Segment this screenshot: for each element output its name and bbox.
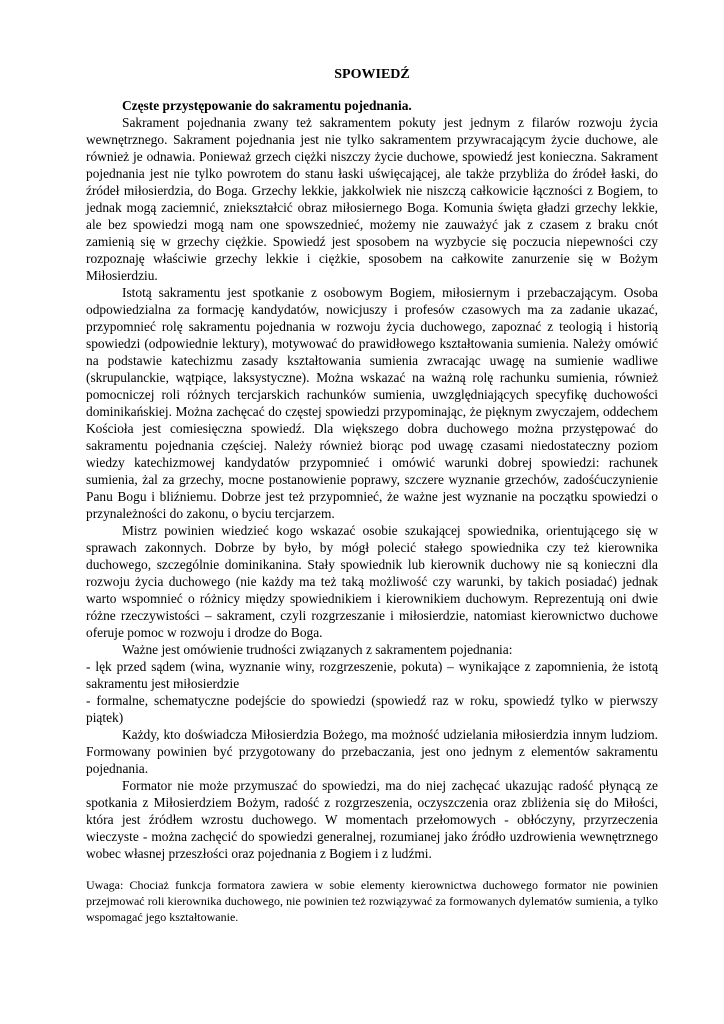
list-item-formal-approach: - formalne, schematyczne podejście do spowiedzi (spowiedź raz w roku, spowiedź tylko w pierwszy piątek) <box>86 693 658 725</box>
list-item-fear: - lęk przed sądem (wina, wyznanie winy, rozgrzeszenie, pokuta) – wynikające z zapomnienia, że istotą sakramentu jest miłosierdzie <box>86 659 658 691</box>
page-title: SPOWIEDŹ <box>334 67 410 82</box>
paragraph-mercy: Każdy, kto doświadcza Miłosierdzia Bożego, ma możność udzielania miłosierdzia innym ludziom. Formowany powinien być przygotowany do przebaczania, jest ono jednym z elementów sakramentu pojednania. <box>86 727 658 776</box>
document-page <box>86 66 658 925</box>
section-heading: Częste przystępowanie do sakramentu pojednania. <box>122 98 412 113</box>
paragraph-formator: Formator nie może przymuszać do spowiedzi, ma do niej zachęcać ukazując radość płynącą ze spotkania z Miłosierdziem Bożym, radość z rozgrzeszenia, oczyszczenia oraz zbliżenia się do Miłości, która jest źródłem wzrostu duchowego. W momentach przełomowych - obłóczyny, przyrzeczenia wieczyste - można zachęcić do spowiedzi generalnej, rozumianej jako źródło uzdrowienia wewnętrznego wobec własnej przeszłości oraz pojednania z Bogiem i z ludźmi. <box>86 778 658 861</box>
paragraph-master-confessor: Mistrz powinien wiedzieć kogo wskazać osobie szukającej spowiednika, orientującego się w sprawach zakonnych. Dobrze by było, by mógł polecić stałego spowiednika czy też kierownika duchowego, szczególnie dominikanina. Stały spowiednik lub kierownik duchowy nie są konieczni dla rozwoju życia duchowego (nie każdy ma też taką możliwość czy warunki, by takich posiadać) jednak warto wspomnieć o różnicy między spowiednikiem i kierownikiem duchowym. Reprezentują oni dwie różne rzeczywistości – sakrament, czyli rozgrzeszanie i miłosierdzie, natomiast kierownictwo duchowe oferuje pomoc w rozwoju i drodze do Boga. <box>86 523 658 640</box>
paragraph-sacrament-intro: Sakrament pojednania zwany też sakramentem pokuty jest jednym z filarów rozwoju życia wewnętrznego. Sakrament pojednania jest nie tylko sakramentem przywracającym życie duchowe, ale również je odnawia. Ponieważ grzech ciężki niszczy życie duchowe, spowiedź jest konieczna. Sakrament pojednania jest nie tylko powrotem do stanu łaski uświęcającej, ale także przybliża do źródeł łaski, do źródeł miłosierdzia, do Boga. Grzechy lekkie, jakkolwiek nie niszczą całkowicie łączności z Bogiem, to jednak mogą zaciemnić, zniekształcić obraz miłosiernego Boga. Komunia święta gładzi grzechy lekkie, ale bez spowiedzi mogą nam one spowszednieć, możemy nie zauważyć jak z czasem z braku cnót zamienią się w grzechy ciężkie. Spowiedź jest sposobem na wyzbycie się poczucia niepewności czy rozpoznaję właściwie grzechy lekkie i ciężkie, sposobem na całkowite zanurzenie się w Bożym Miłosierdziu. <box>86 115 658 283</box>
paragraph-difficulties-intro: Ważne jest omówienie trudności związanych z sakramentem pojednania: <box>122 642 513 657</box>
paragraph-essence: Istotą sakramentu jest spotkanie z osobowym Bogiem, miłosiernym i przebaczającym. Osoba odpowiedzialna za formację kandydatów, nowicjuszy i profesów czasowych ma za zadanie ukazać, przypomnieć rolę sakramentu pojednania w rozwoju życia duchowego, zapoznać z teologią i historią spowiedzi (odpowiednie lektury), motywować do prawidłowego kształtowania sumienia. Należy omówić na podstawie katechizmu zasady kształtowania sumienia zwracając uwagę na sumienie wadliwe (skrupulanckie, wątpiące, laksystyczne). Można wskazać na ważną rolę rachunku sumienia, również pomocniczej roli różnych tercjarskich rachunków sumienia, uwzględniających specyfikę duchowości dominikańskiej. Można zachęcać do częstej spowiedzi przypominając, że pięknym zwyczajem, oddechem Kościoła jest comiesięczna spowiedź. Dla większego dobra duchowego można przystępować do sakramentu pojednania częściej. Należy również biorąc pod uwagę czasami niedostateczny poziom wiedzy katechizmowej kandydatów przypomnieć i omówić warunki dobrej spowiedzi: rachunek sumienia, żal za grzechy, mocne postanowienie poprawy, szczere wyznanie grzechów, zadośćuczynienie Panu Bogu i bliźniemu. Dobrze jest też przypomnieć, że ważne jest wyznanie na początku spowiedzi o przynależności do zakonu, o byciu tercjarzem. <box>86 285 658 521</box>
footnote-remark: Uwaga: Chociaż funkcja formatora zawiera w sobie elementy kierownictwa duchowego formator nie powinien przejmować roli kierownika duchowego, nie powinien też rozwiązywać za formowanych dylematów sumienia, a tylko wspomagać jego kształtowanie. <box>86 878 658 924</box>
